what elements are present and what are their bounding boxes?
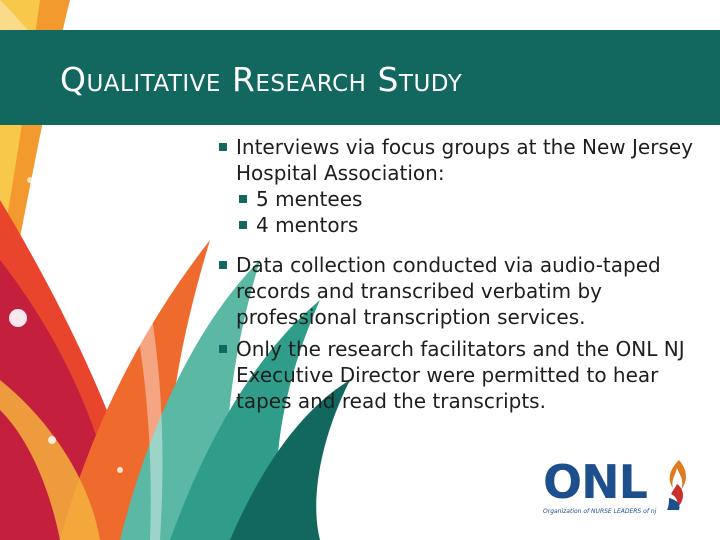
- bullet-list: [218, 134, 706, 414]
- sub-bullet-item: 5 mentees: [238, 186, 706, 212]
- logo-suffix: nj: [650, 508, 657, 515]
- sub-bullet-item: 4 mentors: [238, 212, 706, 238]
- logo-wordmark: ONL: [543, 455, 647, 509]
- bullet-item: Only the research facilitators and the ONL NJ Executive Director were permitted to hear tapes and read the transcripts.: [218, 336, 706, 414]
- onl-logo: [543, 456, 703, 526]
- logo-tagline: [543, 508, 656, 515]
- flame-icon: [663, 458, 695, 510]
- bullet-item: Data collection conducted via audio-taped records and transcribed verbatim by professional transcription services.: [218, 252, 706, 330]
- slide-title: Qualitative Research Study: [60, 60, 463, 99]
- logo-tagline-text: Organization of NURSE LEADERS of: [543, 508, 649, 515]
- bullet-item: Interviews via focus groups at the New Jersey Hospital Association:: [218, 134, 706, 186]
